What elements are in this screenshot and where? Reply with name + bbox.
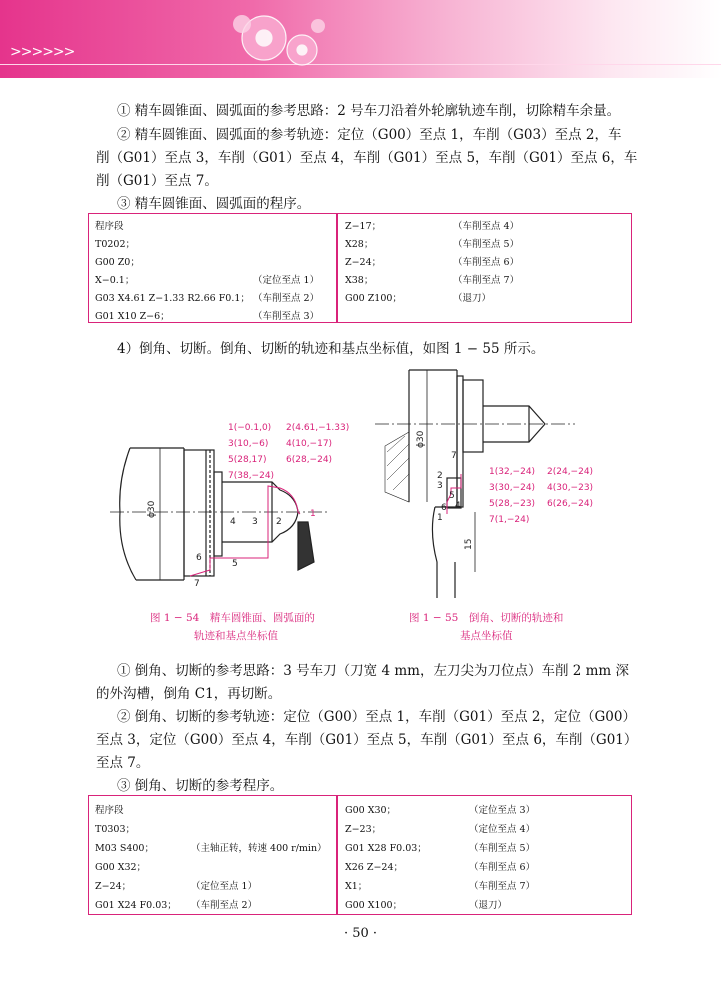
page-number: · 50 · [343,926,378,941]
paragraph-approach-1: ① 精车圆锥面、圆弧面的参考思路：2 号车刀沿着外轮廓轨迹车削，切除精车余量。 [117,103,621,119]
table-row: T0303； [95,824,136,835]
fig55-point-5: 5 [449,491,455,501]
table-row: T0202； [95,239,136,250]
table-row: G00 Z0； [95,257,140,268]
table-row: G01 X28 F0.03； （车削至点 5） [345,843,536,854]
gear-icon [222,0,332,78]
fig55-coord-3: 3(30,−24) [489,483,536,493]
paragraph-approach-2-cont: 的外沟槽，倒角 C1，再切断。 [96,686,282,702]
figure-1-54 [110,410,380,610]
table-row: G01 X24 F0.03； （车削至点 2） [95,900,258,911]
paragraph-path-2-cont: 至点 3，定位（G00）至点 4，车削（G01）至点 5，车削（G01）至点 6，车削（G01） [96,732,638,748]
table-row: 程序段 [95,221,124,232]
paragraph-program-2: ③ 倒角、切断的参考程序。 [117,778,284,794]
fig55-coord-1: 1(32,−24) [489,467,536,477]
paragraph-path-1: ② 精车圆锥面、圆弧面的参考轨迹：定位（G00）至点 1，车削（G03）至点 2，车 [117,127,622,143]
section-4-intro: 4）倒角、切断。倒角、切断的轨迹和基点坐标值，如图 1 − 55 所示。 [117,341,545,357]
table-row: M03 S400； （主轴正转，转速 400 r/min） [95,843,327,854]
table-row: X1； （车削至点 7） [345,881,536,892]
paragraph-path-2-cont2: 至点 7。 [96,755,150,771]
table-row: X38； （车削至点 7） [345,275,520,286]
table-row: G00 Z100； （退刀） [345,293,492,304]
fig54-point-6: 6 [196,553,202,563]
paragraph-path-1-cont2: 削（G01）至点 7。 [96,173,218,189]
table-divider [336,214,338,322]
program-table-1 [88,213,632,323]
fig55-point-6: 6 [441,503,447,513]
fig55-point-7: 7 [451,451,457,461]
fig54-coord-4: 4(10,−17) [286,439,333,449]
table-row: Z−23； （定位至点 4） [345,824,536,835]
caption-fig-1-54-line1: 图 1 − 54 精车圆锥面、圆弧面的 [150,612,315,624]
fig55-coord-2: 2(24,−24) [547,467,594,477]
caption-fig-1-54-line2: 轨迹和基点坐标值 [194,630,278,642]
table-row: G03 X4.61 Z−1.33 R2.66 F0.1； （车削至点 2） [95,293,320,304]
fig54-point-1: 1 [310,509,316,519]
fig55-point-2: 2 [437,471,443,481]
fig54-point-3: 3 [252,517,258,527]
table-row: X−0.1； （定位至点 1） [95,275,320,286]
fig54-coord-1: 1(−0.1,0) [228,423,272,433]
table-row: G01 X10 Z−6； （车削至点 3） [95,311,320,322]
fig54-point-2: 2 [276,517,282,527]
table-divider [336,796,338,914]
fig54-coord-7: 7(38,−24) [228,471,275,481]
table-row: Z−24； （车削至点 6） [345,257,520,268]
header-rule [0,64,721,65]
fig54-point-7: 7 [194,579,200,589]
paragraph-path-2: ② 倒角、切断的参考轨迹：定位（G00）至点 1，车削（G01）至点 2，定位（G00） [117,709,636,725]
paragraph-approach-2: ① 倒角、切断的参考思路：3 号车刀（刀宽 4 mm，左刀尖为刀位点）车削 2 mm 深 [117,663,630,679]
caption-fig-1-55-line1: 图 1 − 55 倒角、切断的轨迹和 [409,612,564,624]
fig55-coord-7: 7(1,−24) [489,515,530,525]
table-row: X26 Z−24； （车削至点 6） [345,862,536,873]
fig54-coord-2: 2(4.61,−1.33) [286,423,350,433]
table-row: G00 X100； （退刀） [345,900,508,911]
fig55-coord-5: 5(28,−23) [489,499,536,509]
fig55-point-3: 3 [437,481,443,491]
fig54-coord-3: 3(10,−6) [228,439,269,449]
table-row: G00 X32； [95,862,147,873]
fig54-coord-6: 6(28,−24) [286,455,333,465]
dimension-15: 15 [464,538,474,550]
table-row: Z−24； （定位至点 1） [95,881,258,892]
fig54-point-4: 4 [230,517,236,527]
diameter-label: ϕ30 [416,430,426,448]
table-row: Z−17； （车削至点 4） [345,221,520,232]
caption-fig-1-55-line2: 基点坐标值 [460,630,513,642]
header-chevrons: >>>>>> [10,44,75,60]
table-row: 程序段 [95,805,124,816]
fig54-coord-5: 5(28,17) [228,455,267,465]
fig55-coord-4: 4(30,−23) [547,483,594,493]
table-row: X28； （车削至点 5） [345,239,520,250]
table-row: G00 X30； （定位至点 3） [345,805,536,816]
figure-1-55 [375,362,635,602]
diameter-label: ϕ30 [147,500,157,518]
fig54-point-5: 5 [232,559,238,569]
program-table-2 [88,795,632,915]
paragraph-path-1-cont: 削（G01）至点 3，车削（G01）至点 4，车削（G01）至点 5，车削（G01）至点 6，车 [96,150,638,166]
fig55-point-1: 1 [437,513,443,523]
fig55-point-4: 4 [455,501,461,511]
page-header-band [0,0,721,78]
fig55-coord-6: 6(26,−24) [547,499,594,509]
paragraph-program-1: ③ 精车圆锥面、圆弧面的程序。 [117,196,311,212]
